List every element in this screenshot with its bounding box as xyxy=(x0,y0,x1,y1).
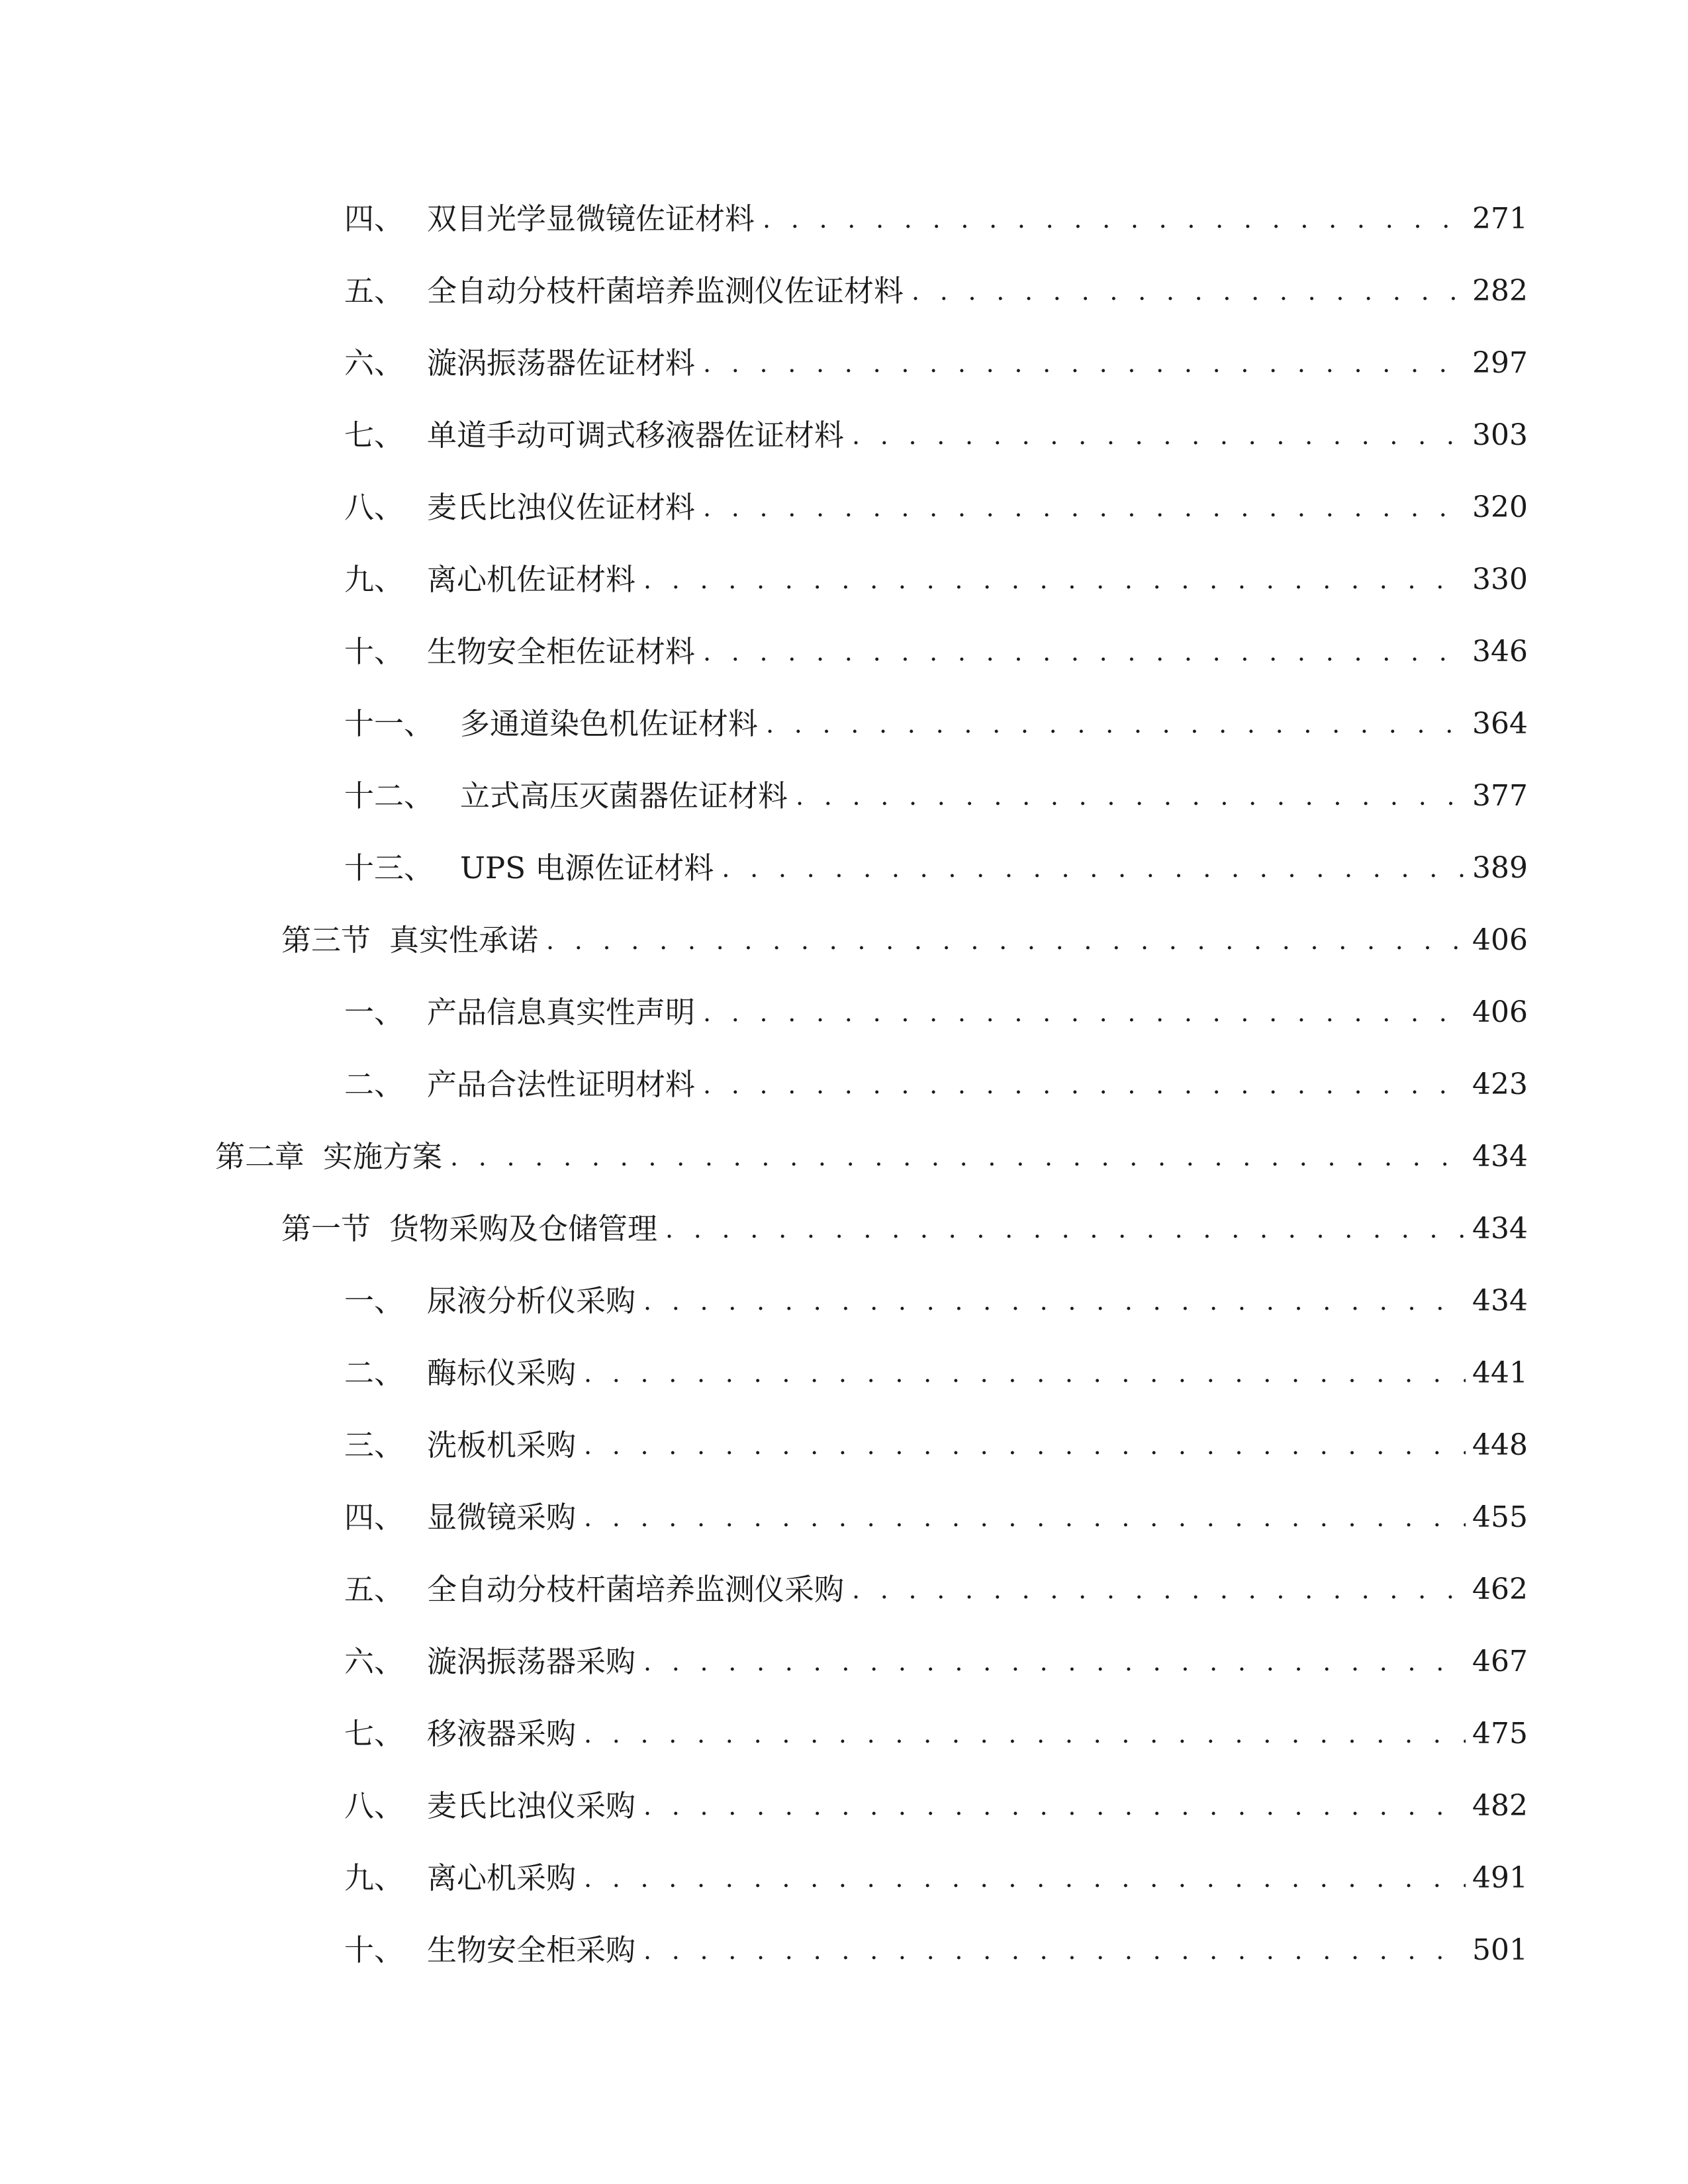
toc-entry-page: 389 xyxy=(1472,851,1528,885)
toc-entry-title: 离心机佐证材料 xyxy=(427,562,636,597)
toc-dot-leader xyxy=(722,845,1466,891)
toc-entry[interactable] xyxy=(344,629,1528,675)
toc-entry-page: 406 xyxy=(1472,995,1528,1029)
toc-dot-leader xyxy=(852,412,1466,459)
toc-dot-leader xyxy=(703,1062,1466,1108)
toc-entry-number: 五、 xyxy=(344,273,404,308)
toc-entry-page: 346 xyxy=(1472,635,1528,668)
toc-entry-number: 十二、 xyxy=(344,778,434,813)
toc-entry-title: 显微镜采购 xyxy=(427,1500,577,1535)
toc-entry-chapter[interactable] xyxy=(215,1134,1528,1180)
toc-entry[interactable] xyxy=(344,773,1528,819)
toc-entry-title: 产品信息真实性声明 xyxy=(427,995,696,1030)
toc-entry[interactable] xyxy=(344,1855,1528,1901)
toc-entry-title: 单道手动可调式移液器佐证材料 xyxy=(427,418,845,453)
toc-entry[interactable] xyxy=(344,268,1528,314)
toc-entry-number: 一、 xyxy=(344,1283,404,1318)
toc-entry-number: 六、 xyxy=(344,345,404,381)
toc-entry-title: 真实性承诺 xyxy=(389,923,539,958)
toc-dot-leader xyxy=(912,268,1466,314)
toc-entry-number: 第一节 xyxy=(281,1211,371,1246)
toc-dot-leader xyxy=(643,1927,1466,1974)
toc-entry[interactable] xyxy=(344,701,1528,747)
toc-entry-title: 实施方案 xyxy=(323,1139,443,1174)
toc-entry[interactable] xyxy=(344,989,1528,1036)
toc-dot-leader xyxy=(643,1278,1466,1324)
toc-entry-page: 434 xyxy=(1472,1212,1528,1246)
toc-dot-leader xyxy=(703,484,1466,531)
toc-entry-page: 282 xyxy=(1472,274,1528,308)
toc-entry-section[interactable] xyxy=(281,1206,1528,1252)
toc-dot-leader xyxy=(584,1855,1466,1901)
toc-entry-number: 四、 xyxy=(344,201,404,236)
toc-entry-title: 生物安全柜佐证材料 xyxy=(427,634,696,669)
toc-entry-number: 九、 xyxy=(344,1860,404,1895)
toc-entry[interactable] xyxy=(344,557,1528,603)
toc-entry-page: 320 xyxy=(1472,490,1528,524)
toc-entry-page: 467 xyxy=(1472,1645,1528,1678)
toc-entry-title: 立式高压灭菌器佐证材料 xyxy=(460,778,788,813)
toc-dot-leader xyxy=(643,1783,1466,1829)
toc-entry-page: 271 xyxy=(1472,202,1528,236)
toc-dot-leader xyxy=(796,773,1466,819)
toc-entry[interactable] xyxy=(344,1062,1528,1108)
toc-entry-number: 二、 xyxy=(344,1355,404,1390)
toc-entry[interactable] xyxy=(344,1494,1528,1541)
toc-dot-leader xyxy=(584,1422,1466,1469)
toc-entry[interactable] xyxy=(344,1350,1528,1396)
toc-entry-page: 364 xyxy=(1472,707,1528,741)
toc-entry-title: 全自动分枝杆菌培养监测仪采购 xyxy=(427,1572,845,1607)
toc-dot-leader xyxy=(450,1134,1466,1180)
toc-entry-title: UPS 电源佐证材料 xyxy=(460,850,714,886)
toc-entry-title: 双目光学显微镜佐证材料 xyxy=(427,201,755,236)
toc-entry-number: 八、 xyxy=(344,490,404,525)
toc-dot-leader xyxy=(703,340,1466,387)
toc-dot-leader xyxy=(584,1494,1466,1541)
toc-dot-leader xyxy=(703,629,1466,675)
toc-entry-title: 移液器采购 xyxy=(427,1716,577,1751)
toc-entry-title: 麦氏比浊仪采购 xyxy=(427,1788,636,1823)
toc-entry-number: 三、 xyxy=(344,1428,404,1463)
toc-entry[interactable] xyxy=(344,845,1528,891)
toc-entry[interactable] xyxy=(344,1927,1528,1974)
toc-entry[interactable] xyxy=(344,196,1528,242)
toc-entry-title: 尿液分析仪采购 xyxy=(427,1283,636,1318)
toc-dot-leader xyxy=(643,1639,1466,1685)
toc-entry[interactable] xyxy=(344,1783,1528,1829)
toc-entry-number: 九、 xyxy=(344,562,404,597)
toc-entry-number: 第二章 xyxy=(215,1139,305,1174)
toc-entry-title: 酶标仪采购 xyxy=(427,1355,577,1390)
toc-dot-leader xyxy=(665,1206,1466,1252)
toc-entry-section[interactable] xyxy=(281,917,1528,964)
toc-entry-number: 七、 xyxy=(344,1716,404,1751)
toc-entry-number: 四、 xyxy=(344,1500,404,1535)
toc-entry-number: 一、 xyxy=(344,995,404,1030)
toc-entry[interactable] xyxy=(344,340,1528,387)
toc-entry-number: 七、 xyxy=(344,418,404,453)
toc-entry-number: 八、 xyxy=(344,1788,404,1823)
toc-entry-page: 303 xyxy=(1472,418,1528,452)
toc-entry-page: 297 xyxy=(1472,346,1528,380)
toc-entry-title: 漩涡振荡器采购 xyxy=(427,1644,636,1679)
toc-entry-page: 475 xyxy=(1472,1717,1528,1751)
toc-entry[interactable] xyxy=(344,1422,1528,1469)
toc-dot-leader xyxy=(546,917,1466,964)
toc-entry-title: 产品合法性证明材料 xyxy=(427,1067,696,1102)
toc-entry-page: 482 xyxy=(1472,1789,1528,1823)
toc-entry-number: 十、 xyxy=(344,634,404,669)
toc-entry-page: 501 xyxy=(1472,1933,1528,1967)
toc-dot-leader xyxy=(584,1350,1466,1396)
toc-entry-page: 434 xyxy=(1472,1140,1528,1173)
toc-entry[interactable] xyxy=(344,1711,1528,1757)
toc-entry-title: 麦氏比浊仪佐证材料 xyxy=(427,490,696,525)
toc-entry-title: 多通道染色机佐证材料 xyxy=(460,706,759,741)
toc-entry-page: 455 xyxy=(1472,1500,1528,1534)
toc-entry-page: 448 xyxy=(1472,1428,1528,1462)
toc-entry-number: 二、 xyxy=(344,1067,404,1102)
toc-entry[interactable] xyxy=(344,1567,1528,1613)
toc-entry-title: 全自动分枝杆菌培养监测仪佐证材料 xyxy=(427,273,904,308)
toc-entry[interactable] xyxy=(344,1639,1528,1685)
toc-entry-title: 货物采购及仓储管理 xyxy=(389,1211,658,1246)
toc-entry-page: 423 xyxy=(1472,1068,1528,1101)
toc-entry[interactable] xyxy=(344,484,1528,531)
toc-entry[interactable] xyxy=(344,412,1528,459)
toc-entry-page: 441 xyxy=(1472,1356,1528,1390)
toc-dot-leader xyxy=(643,557,1466,603)
toc-entry-page: 434 xyxy=(1472,1284,1528,1318)
toc-entry-number: 十、 xyxy=(344,1933,404,1968)
toc-entry-number: 第三节 xyxy=(281,923,371,958)
toc-entry-page: 377 xyxy=(1472,779,1528,813)
toc-entry-page: 330 xyxy=(1472,563,1528,596)
toc-entry-number: 五、 xyxy=(344,1572,404,1607)
toc-entry-number: 六、 xyxy=(344,1644,404,1679)
toc-dot-leader xyxy=(766,701,1466,747)
toc-entry-title: 离心机采购 xyxy=(427,1860,577,1895)
toc-dot-leader xyxy=(703,989,1466,1036)
toc-entry-title: 漩涡振荡器佐证材料 xyxy=(427,345,696,381)
toc-entry[interactable] xyxy=(344,1278,1528,1324)
toc-entry-page: 406 xyxy=(1472,923,1528,957)
toc-dot-leader xyxy=(852,1567,1466,1613)
toc-entry-number: 十三、 xyxy=(344,850,434,886)
toc-entry-page: 491 xyxy=(1472,1861,1528,1895)
toc-entry-number: 十一、 xyxy=(344,706,434,741)
toc-dot-leader xyxy=(584,1711,1466,1757)
toc-entry-title: 生物安全柜采购 xyxy=(427,1933,636,1968)
toc-entry-title: 洗板机采购 xyxy=(427,1428,577,1463)
toc-entry-page: 462 xyxy=(1472,1572,1528,1606)
toc-dot-leader xyxy=(763,196,1466,242)
